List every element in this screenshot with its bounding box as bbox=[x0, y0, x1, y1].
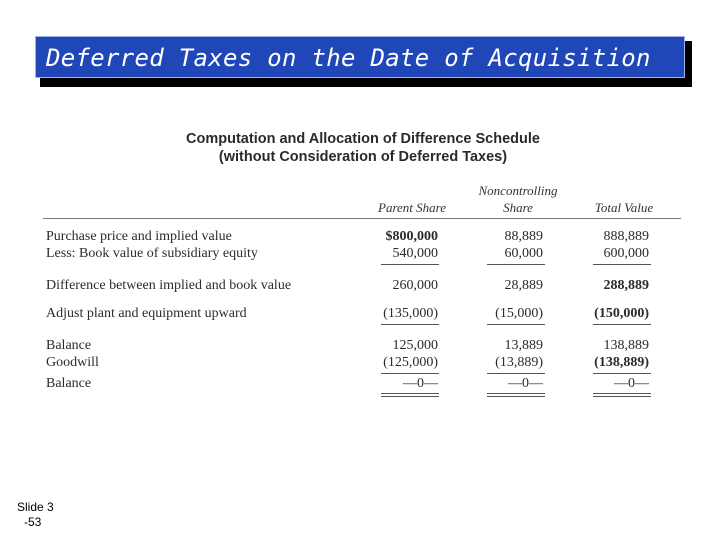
cell-parent-goodwill: (125,000) bbox=[383, 355, 438, 370]
cell-noncontrolling-adjust-plant: (15,000) bbox=[495, 306, 543, 321]
row-label-final-balance: Balance bbox=[46, 376, 92, 391]
underline-noncontrolling bbox=[487, 264, 545, 265]
cell-noncontrolling-book-value: 60,000 bbox=[504, 246, 543, 261]
cell-parent-purchase-price: $800,000 bbox=[385, 229, 438, 244]
double-underline-total bbox=[593, 393, 651, 397]
cell-noncontrolling-goodwill: (13,889) bbox=[495, 355, 543, 370]
cell-noncontrolling-final-balance: —0— bbox=[508, 376, 543, 391]
row-label-purchase-price: Purchase price and implied value bbox=[46, 229, 232, 244]
column-header-noncontrolling-line2: Share bbox=[503, 200, 533, 215]
column-header-parent-share: Parent Share bbox=[378, 200, 446, 215]
row-label-balance: Balance bbox=[46, 338, 92, 353]
cell-parent-balance: 125,000 bbox=[392, 338, 438, 353]
cell-noncontrolling-difference: 28,889 bbox=[504, 278, 543, 293]
cell-total-final-balance: —0— bbox=[614, 376, 649, 391]
cell-parent-adjust-plant: (135,000) bbox=[383, 306, 438, 321]
schedule-title bbox=[130, 130, 596, 166]
slide-number-line1: Slide 3 bbox=[17, 500, 54, 514]
cell-total-difference: 288,889 bbox=[603, 278, 649, 293]
underline-parent bbox=[381, 373, 439, 374]
row-label-adjust-plant: Adjust plant and equipment upward bbox=[46, 306, 247, 321]
underline-noncontrolling bbox=[487, 324, 545, 325]
slide-title: Deferred Taxes on the Date of Acquisition bbox=[46, 44, 651, 72]
slide-number-line2: -53 bbox=[24, 515, 42, 529]
underline-total bbox=[593, 373, 651, 374]
cell-total-balance: 138,889 bbox=[603, 338, 649, 353]
underline-parent bbox=[381, 324, 439, 325]
column-header-total-value: Total Value bbox=[594, 200, 654, 215]
underline-noncontrolling bbox=[487, 373, 545, 374]
cell-total-book-value: 600,000 bbox=[603, 246, 649, 261]
schedule-title-line2: (without Consideration of Deferred Taxes) bbox=[218, 149, 508, 165]
row-label-book-value: Less: Book value of subsidiary equity bbox=[46, 246, 258, 261]
cell-total-adjust-plant: (150,000) bbox=[594, 306, 649, 321]
underline-total bbox=[593, 264, 651, 265]
cell-noncontrolling-purchase-price: 88,889 bbox=[504, 229, 543, 244]
cell-total-goodwill: (138,889) bbox=[594, 355, 649, 370]
underline-total bbox=[593, 324, 651, 325]
double-underline-noncontrolling bbox=[487, 393, 545, 397]
schedule-title-line1: Computation and Allocation of Difference Schedule bbox=[186, 131, 540, 147]
row-label-goodwill: Goodwill bbox=[46, 355, 99, 370]
cell-parent-book-value: 540,000 bbox=[392, 246, 438, 261]
row-label-difference: Difference between implied and book value bbox=[46, 278, 292, 293]
cell-parent-difference: 260,000 bbox=[392, 278, 438, 293]
cell-noncontrolling-balance: 13,889 bbox=[504, 338, 543, 353]
cell-total-purchase-price: 888,889 bbox=[603, 229, 649, 244]
column-header-noncontrolling-line1: Noncontrolling bbox=[478, 183, 558, 198]
underline-parent bbox=[381, 264, 439, 265]
cell-parent-final-balance: —0— bbox=[403, 376, 438, 391]
slide-number bbox=[17, 500, 54, 530]
header-rule bbox=[43, 218, 681, 219]
double-underline-parent bbox=[381, 393, 439, 397]
